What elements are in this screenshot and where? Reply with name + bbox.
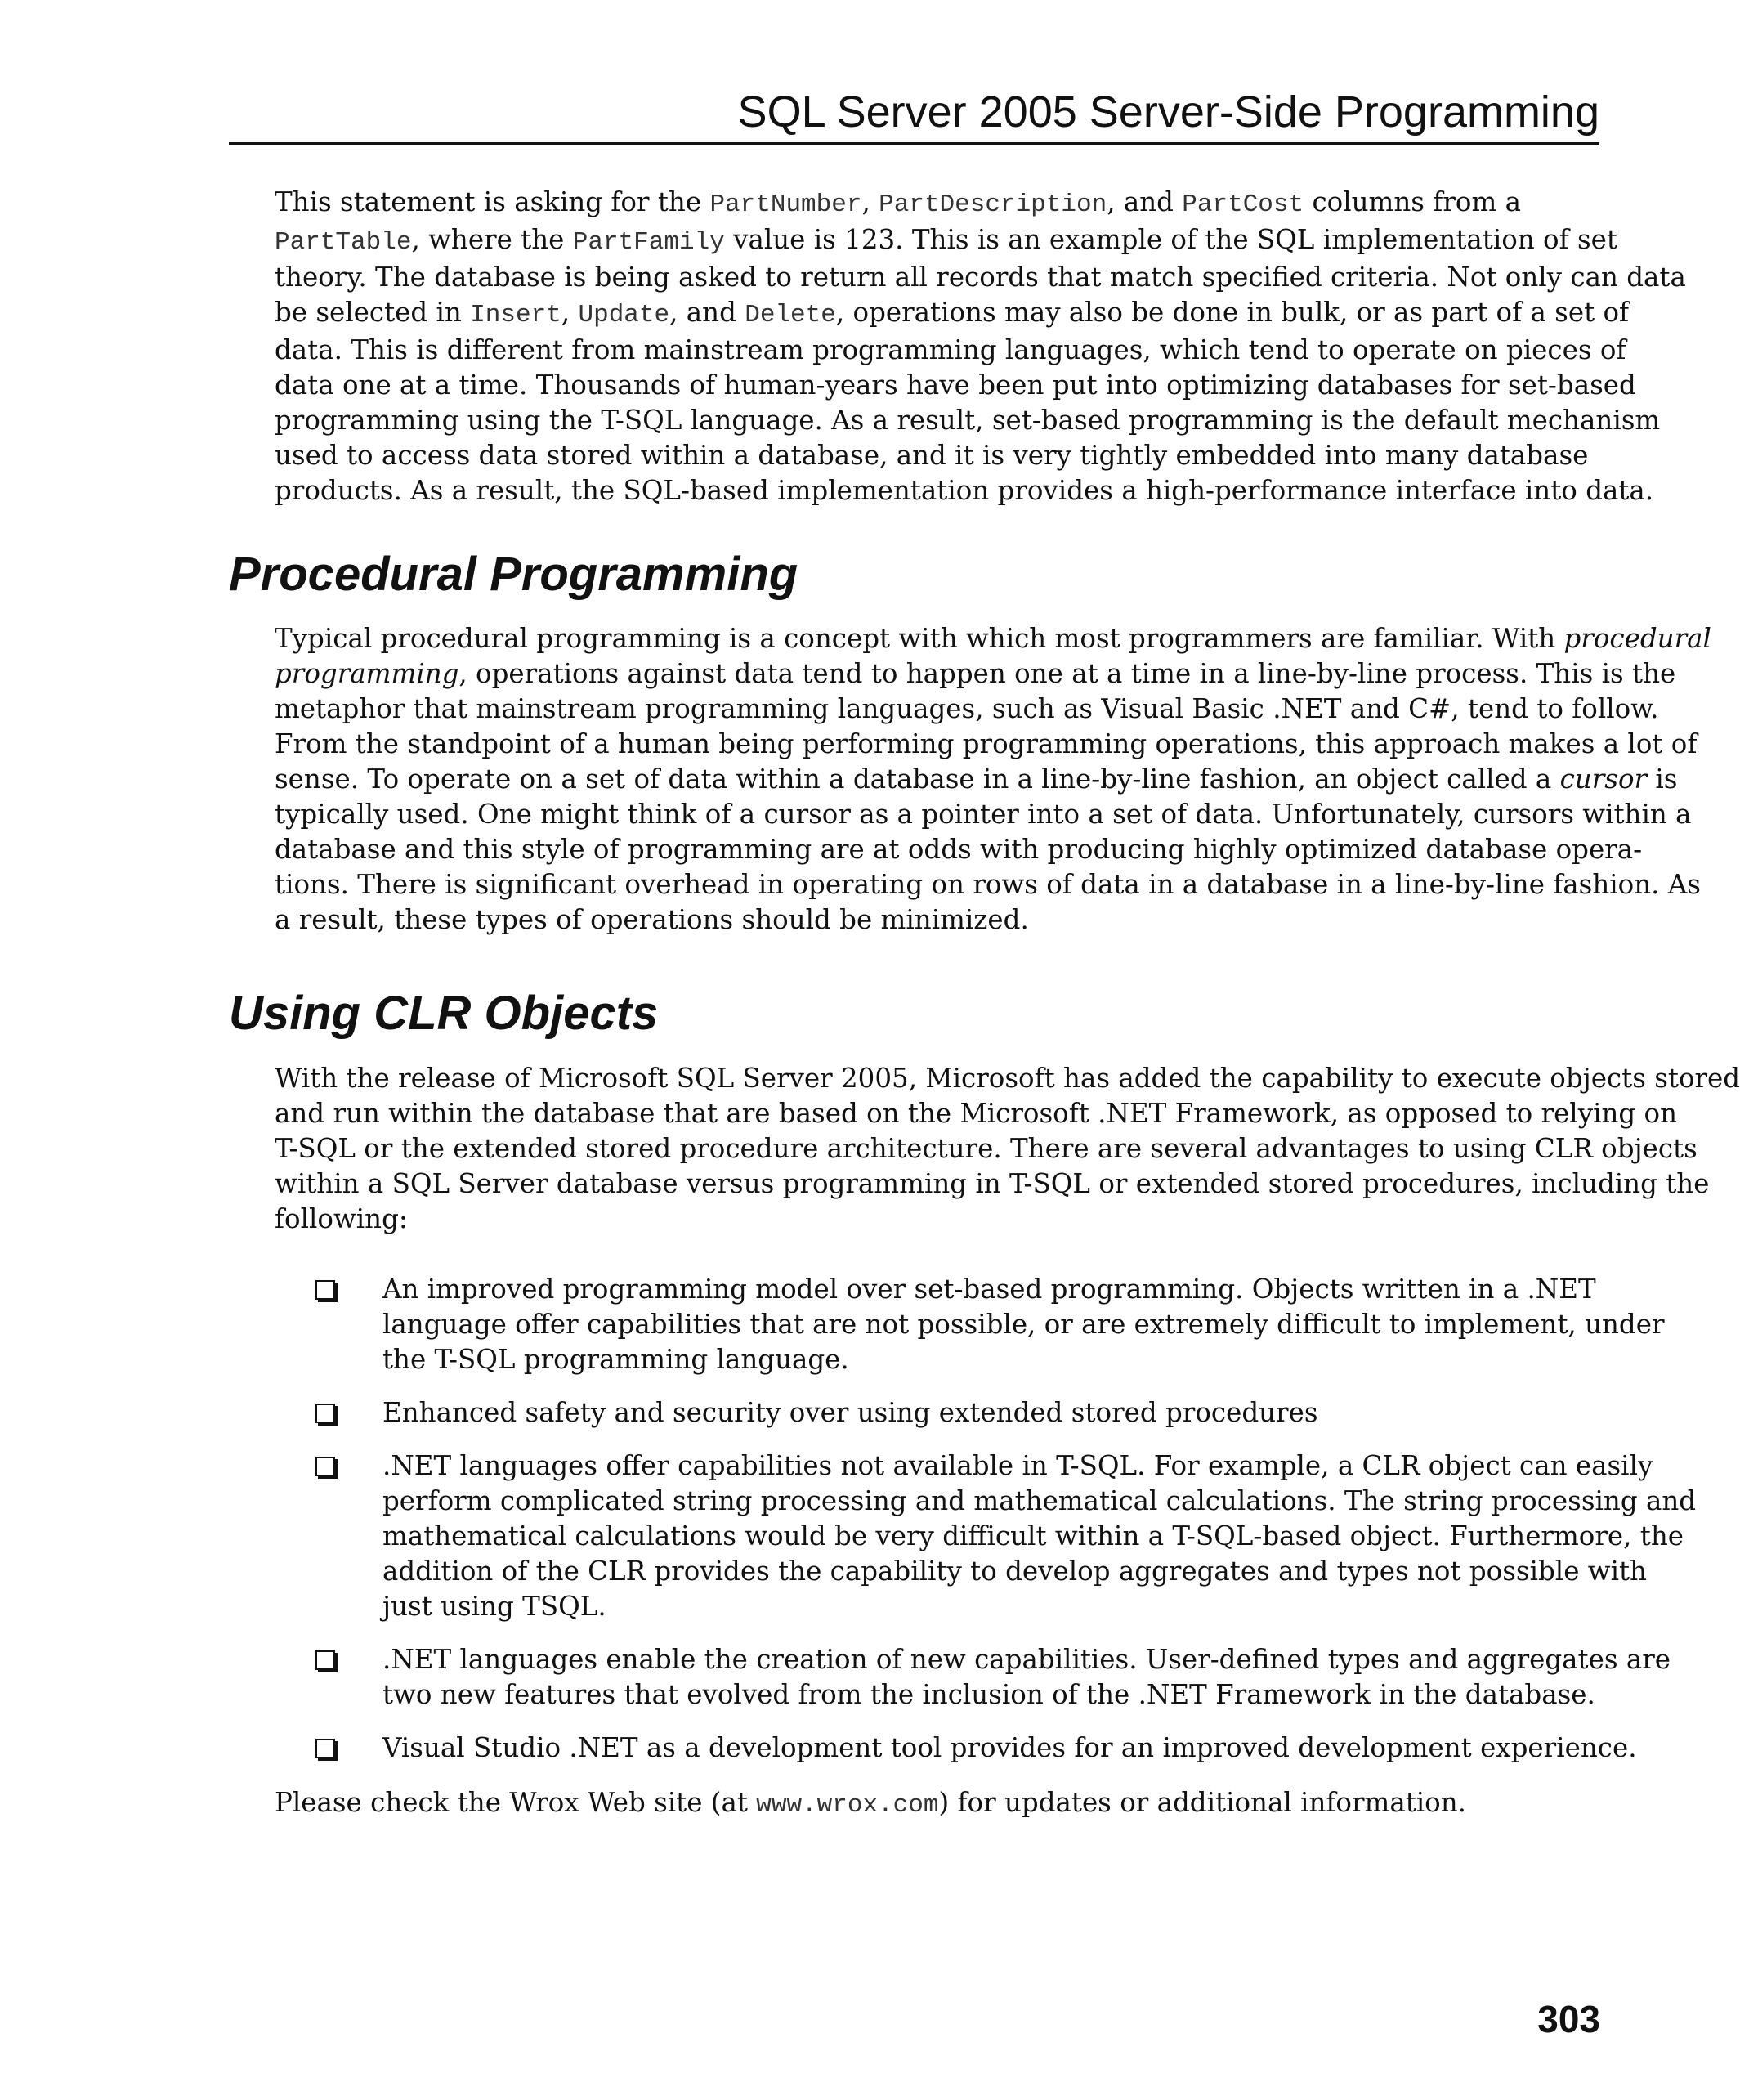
clr-paragraph	[275, 1061, 1740, 1237]
heading-procedural-programming: Procedural Programming	[229, 548, 798, 601]
code-insert: Insert	[470, 301, 561, 329]
term-procedural: procedural	[1563, 623, 1711, 654]
paragraph-line: within a SQL Server database versus programming in T-SQL or extended stored procedures, including the	[275, 1168, 1710, 1199]
paragraph-line: programming, operations against data tend to happen one at a time in a line-by-line process. This is the	[275, 658, 1676, 689]
paragraph-line: T-SQL or the extended stored procedure architecture. There are several advantages to using CLR objects	[275, 1133, 1698, 1164]
term-cursor: cursor	[1559, 763, 1648, 795]
running-header	[229, 83, 1599, 145]
paragraph-line: programming using the T-SQL language. As a result, set-based programming is the default mechanism	[275, 405, 1661, 436]
paragraph-line: used to access data stored within a database, and it is very tightly embedded into many database	[275, 440, 1589, 471]
paragraph-line: This statement is asking for the PartNumber, PartDescription, and PartCost columns from a	[275, 186, 1521, 219]
checkbox-icon	[315, 1280, 335, 1300]
checkbox-icon	[315, 1739, 335, 1758]
code-part-cost: PartCost	[1182, 190, 1304, 219]
paragraph-line: Typical procedural programming is a concept with which most programmers are familiar. With procedural	[275, 623, 1711, 654]
paragraph-line: following:	[275, 1203, 408, 1234]
list-item: .NET languages offer capabilities not available in T-SQL. For example, a CLR object can easily perform complicated string processing and mathematical calculations. The string processing and mathematical calculations would be very difficult within a T-SQL-based object. Furthermore, the addition of the CLR provides the capability to develop aggregates and types not possible with just using TSQL.	[275, 1449, 1600, 1624]
code-part-description: PartDescription	[879, 190, 1107, 219]
code-update: Update	[578, 301, 670, 329]
paragraph-line: products. As a result, the SQL-based implementation provides a high-performance interface into data.	[275, 475, 1654, 506]
wrox-url-link[interactable]: www.wrox.com	[756, 1791, 939, 1820]
paragraph-line: data one at a time. Thousands of human-years have been put into optimizing databases for set-based	[275, 369, 1636, 401]
list-item: .NET languages enable the creation of new capabilities. User-defined types and aggregates are two new features that evolved from the inclusion of the .NET Framework in the database.	[275, 1642, 1600, 1713]
code-delete: Delete	[745, 301, 836, 329]
paragraph-line: database and this style of programming are at odds with producing highly optimized database opera-	[275, 834, 1643, 865]
closing-paragraph	[275, 1785, 1600, 1823]
advantages-list	[275, 1272, 1697, 1784]
paragraph-line: theory. The database is being asked to return all records that match specified criteria. Not only can data	[275, 262, 1686, 293]
paragraph-line: a result, these types of operations should be minimized.	[275, 904, 1029, 935]
paragraph-line: Please check the Wrox Web site (at www.wrox.com) for updates or additional information.	[275, 1787, 1466, 1820]
checkbox-icon	[315, 1457, 335, 1476]
list-item: An improved programming model over set-based programming. Objects written in a .NET language offer capabilities that are not possible, or are extremely difficult to implement, under the T-SQL programming language.	[275, 1272, 1600, 1377]
paragraph-line: From the standpoint of a human being performing programming operations, this approach makes a lot of	[275, 728, 1698, 759]
paragraph-line: PartTable, where the PartFamily value is 123. This is an example of the SQL implementation of set	[275, 224, 1617, 257]
running-header-title: SQL Server 2005 Server-Side Programming	[737, 87, 1599, 137]
code-part-table: PartTable	[275, 228, 412, 257]
procedural-paragraph	[275, 621, 1711, 938]
paragraph-line: data. This is different from mainstream programming languages, which tend to operate on pieces of	[275, 334, 1626, 365]
code-part-number: PartNumber	[709, 190, 862, 219]
paragraph-line: With the release of Microsoft SQL Server 2005, Microsoft has added the capability to execute objects stored	[275, 1063, 1740, 1094]
paragraph-line: sense. To operate on a set of data within a database in a line-by-line fashion, an object called a cursor is	[275, 763, 1678, 795]
code-part-family: PartFamily	[572, 228, 725, 257]
checkbox-icon	[315, 1650, 335, 1670]
paragraph-line: and run within the database that are based on the Microsoft .NET Framework, as opposed to relying on	[275, 1098, 1678, 1129]
paragraph-line: be selected in Insert, Update, and Delete, operations may also be done in bulk, or as part of a set of	[275, 297, 1630, 329]
heading-using-clr-objects: Using CLR Objects	[229, 987, 659, 1040]
term-programming: programming	[275, 658, 459, 689]
paragraph-line: typically used. One might think of a cursor as a pointer into a set of data. Unfortunately, cursors within a	[275, 799, 1692, 830]
list-item: Enhanced safety and security over using extended stored procedures	[275, 1395, 1600, 1431]
intro-paragraph	[275, 185, 1686, 508]
checkbox-icon	[315, 1404, 335, 1423]
page-number: 303	[1537, 1998, 1600, 2040]
paragraph-line: metaphor that mainstream programming languages, such as Visual Basic .NET and C#, tend to follow.	[275, 693, 1659, 724]
paragraph-line: tions. There is significant overhead in operating on rows of data in a database in a line-by-line fashion. As	[275, 869, 1701, 900]
list-item: Visual Studio .NET as a development tool provides for an improved development experience.	[275, 1731, 1600, 1766]
